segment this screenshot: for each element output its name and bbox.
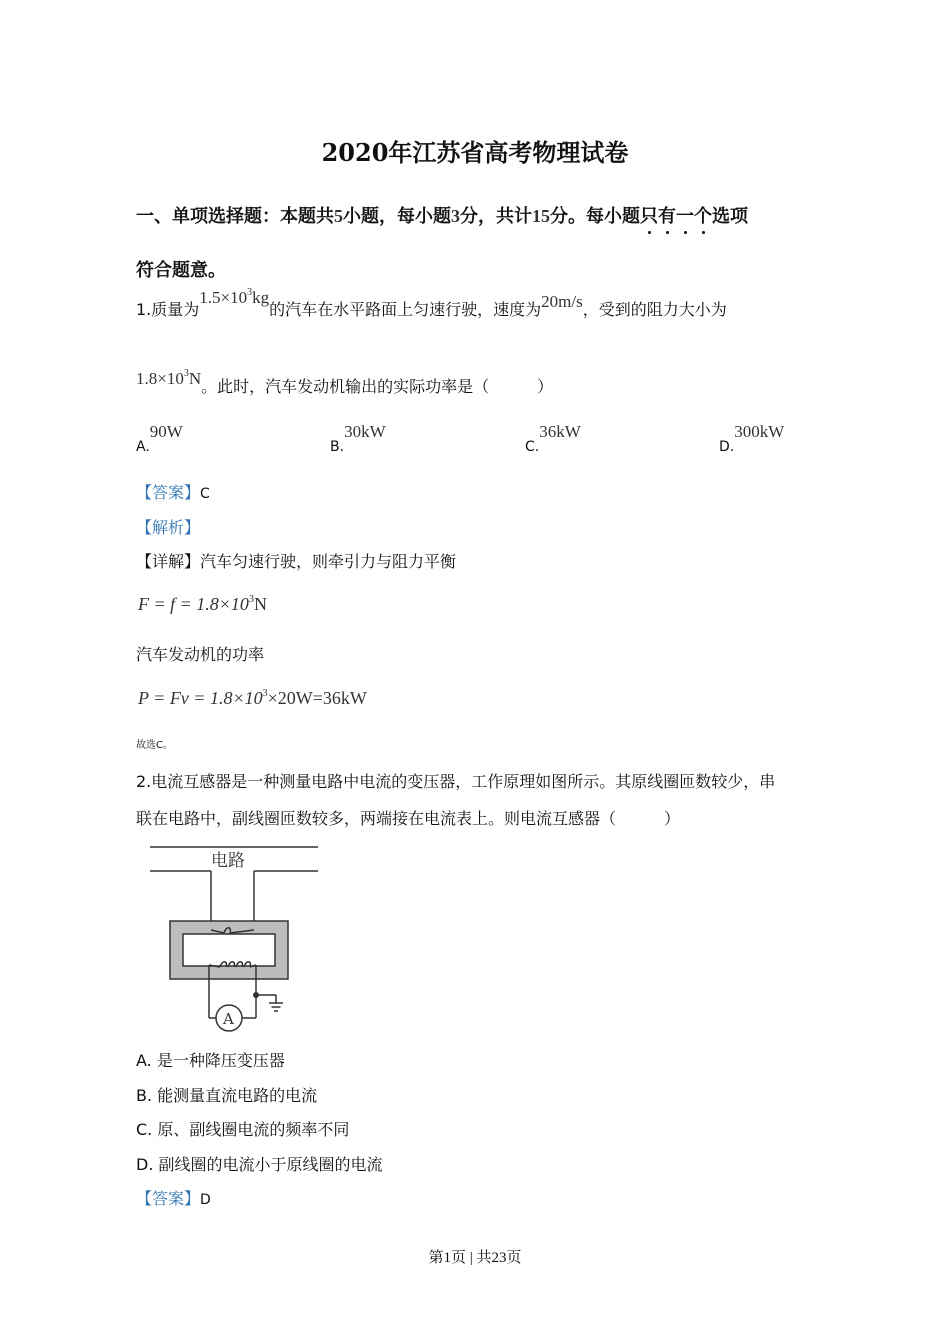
section-heading xyxy=(136,202,748,228)
question-count: 5 xyxy=(334,206,343,226)
q1-option-d[interactable]: D.300kW xyxy=(719,422,785,455)
q1-option-a[interactable]: A.90W xyxy=(136,422,183,455)
speed-value: 20m/s xyxy=(541,292,583,311)
q1-stem-line2 xyxy=(136,368,554,397)
q1-text: 的汽车在水平路面上匀速行驶，速度为 xyxy=(269,300,542,319)
page-title: 2020年江苏省高考物理试卷 xyxy=(321,138,629,167)
q2-option-a[interactable]: A. 是一种降压变压器 xyxy=(136,1051,285,1070)
q2-stem-line1: 2.电流互感器是一种测量电路中电流的变压器，工作原理如图所示。其原线圈匝数较少，串 xyxy=(136,772,776,791)
q1-answer xyxy=(136,480,210,503)
section-text: 小题，每小题 xyxy=(343,206,451,227)
q1-conclusion: 故选C。 xyxy=(136,740,173,751)
page-footer: 第1页 | 共23页 xyxy=(428,1250,522,1266)
svg-text:A: A xyxy=(223,1010,234,1028)
q2-option-d[interactable]: D. 副线圈的电流小于原线圈的电流 xyxy=(136,1155,383,1174)
q2-option-c[interactable]: C. 原、副线圈电流的频率不同 xyxy=(136,1120,350,1139)
section-text: 分，共计 xyxy=(460,206,532,227)
answer-tag: 【答案】 xyxy=(136,1189,201,1208)
q1-detail xyxy=(136,549,456,572)
answer-value: C xyxy=(200,486,210,502)
q1-analysis-tag: 【解析】 xyxy=(136,518,201,537)
equation-force: $F = f = 1.8\times 10^3N$ xyxy=(138,594,267,614)
section-text: 选项 xyxy=(712,206,748,227)
mass-value: $1.5\times 10^3kg$ xyxy=(199,287,270,307)
section-text: 分。每小题 xyxy=(550,206,640,227)
emphasis-char: 有 xyxy=(658,206,676,227)
detail-text: 汽车匀速行驶，则牵引力与阻力平衡 xyxy=(200,552,457,571)
answer-value: D xyxy=(200,1192,211,1208)
emphasis-char: 一 xyxy=(676,206,694,227)
detail-tag: 【详解】 xyxy=(136,552,201,571)
q1-text: 。此时，汽车发动机输出的实际功率是（ ） xyxy=(201,377,554,396)
force-value: $1.8\times 10^3N$ xyxy=(136,368,202,388)
section-text: 一、单项选择题：本题共 xyxy=(136,206,334,227)
power-text: 汽车发动机的功率 xyxy=(136,645,265,664)
q1-text: 1.质量为 xyxy=(136,300,200,319)
emphasis-char: 个 xyxy=(694,206,712,227)
equation-power: $P = Fv = 1.8\times 10^3\times 20W=36kW$ xyxy=(138,688,367,708)
q2-option-b[interactable]: B. 能测量直流电路的电流 xyxy=(136,1086,318,1105)
q2-stem-line2: 联在电路中，副线圈匝数较多，两端接在电流表上。则电流互感器（ ） xyxy=(136,809,681,828)
current-transformer-figure xyxy=(148,838,328,1038)
emphasis-char: 只 xyxy=(640,206,658,227)
answer-tag: 【答案】 xyxy=(136,483,201,502)
section-heading-cont: 符合题意。 xyxy=(136,260,226,281)
q1-option-c[interactable]: C.36kW xyxy=(525,422,581,455)
q1-stem-line1 xyxy=(136,287,727,320)
points-each: 3 xyxy=(451,206,460,226)
q1-option-b[interactable]: B.30kW xyxy=(330,422,386,455)
q2-answer xyxy=(136,1186,211,1209)
figure-label: 电路 xyxy=(211,851,245,871)
points-total: 15 xyxy=(532,206,550,226)
q1-text: ，受到的阻力大小为 xyxy=(582,300,727,319)
